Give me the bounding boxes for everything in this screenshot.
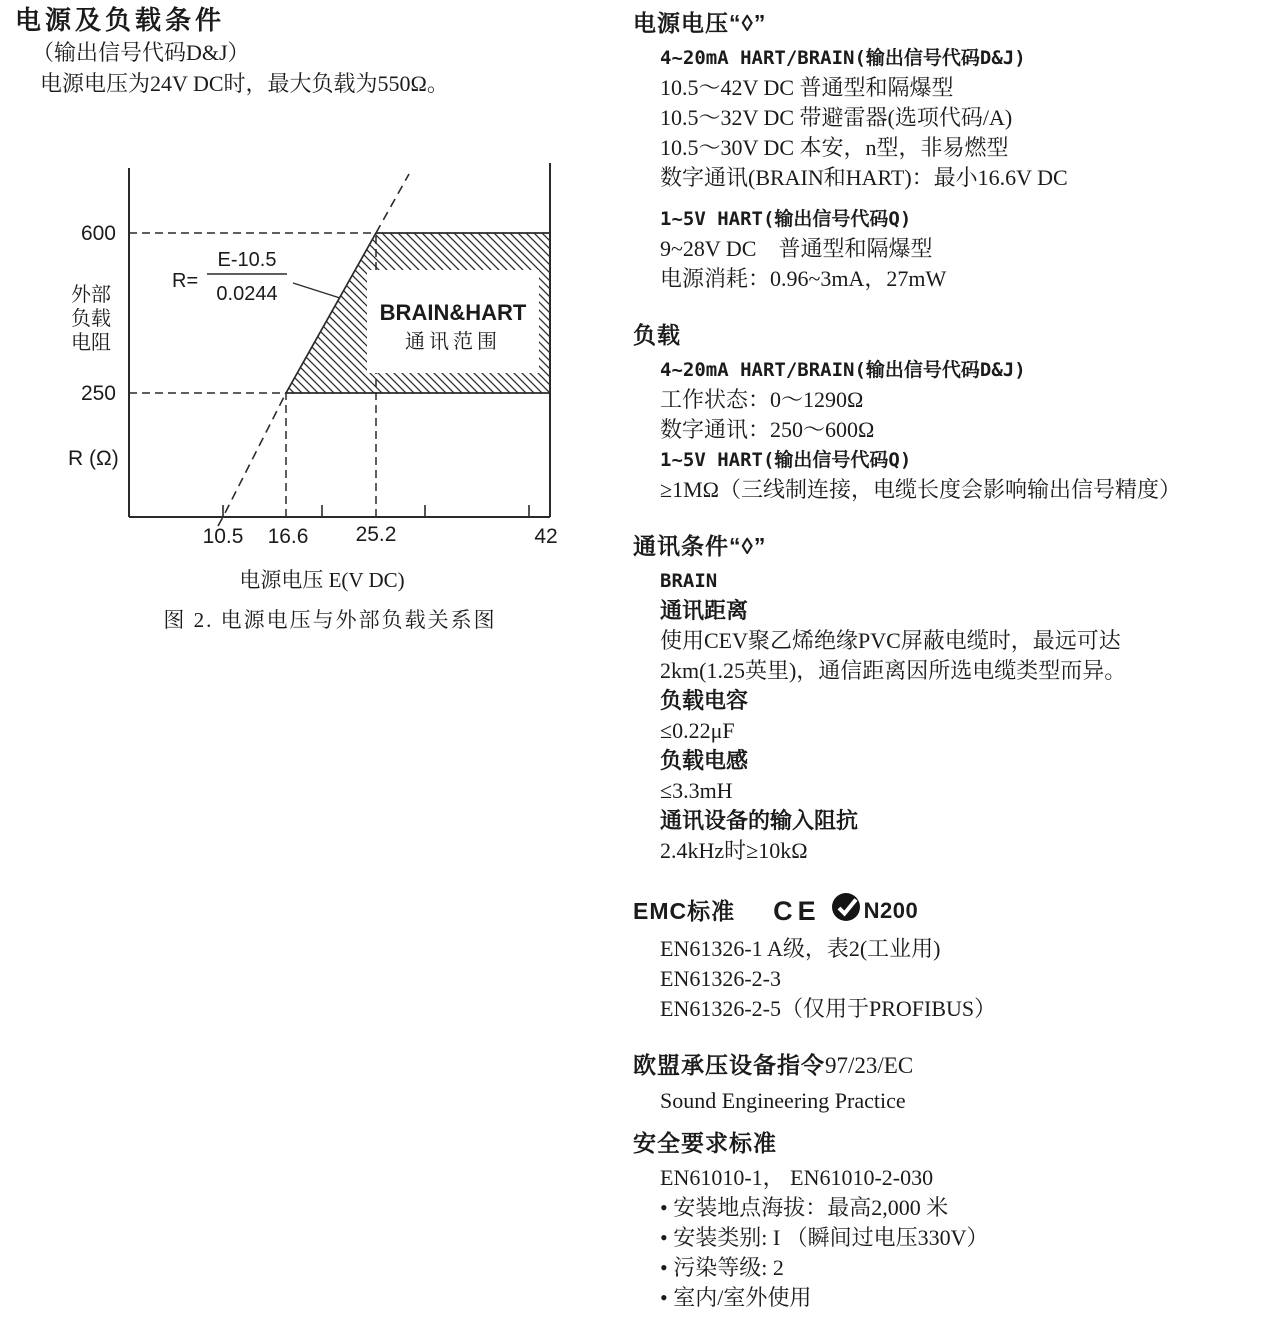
ylabel-1: 外部 — [71, 284, 111, 306]
spec-line: 2.4kHz时≥10kΩ — [660, 838, 808, 863]
spec-bullet-line: • 安装类别: I （瞬间过电压330V） — [660, 1225, 989, 1250]
formula-denominator: 0.0244 — [216, 283, 278, 305]
region-label-line2: 通讯范围 — [405, 331, 501, 353]
spec-line: EN61326-1 A级，表2(工业用) — [660, 936, 941, 961]
spec-line: 数字通讯(BRAIN和HART)：最小16.6V DC — [660, 165, 1068, 190]
ped-title-cn: 欧盟承压设备指令 — [633, 1052, 825, 1078]
section-title-ped — [633, 1050, 1261, 1081]
spec-line: 通讯设备的输入阻抗 — [660, 808, 859, 833]
spec-bullet-line: • 安装地点海拔：最高2,000 米 — [660, 1195, 949, 1220]
xtick-25-2: 25.2 — [355, 523, 397, 546]
spec-line: 4~20mA HART/BRAIN(输出信号代码D&J) — [660, 359, 1026, 381]
figure-caption: 图 2. 电源电压与外部负载关系图 — [163, 608, 497, 632]
spec-line: ≥1MΩ（三线制连接，电缆长度会影响输出信号精度） — [660, 477, 1181, 502]
spec-bullet-line: • 室内/室外使用 — [660, 1285, 812, 1310]
boundary-line-dashed-low — [218, 393, 286, 526]
spec-line: 负载电容 — [660, 688, 749, 713]
section-ped — [660, 1086, 1261, 1116]
right-column — [633, 8, 1261, 1313]
c-tick-icon — [831, 892, 861, 929]
x-axis-title: 电源电压 E(V DC) — [239, 568, 405, 592]
xtick-10-5: 10.5 — [202, 525, 244, 548]
xtick-16-6: 16.6 — [267, 525, 309, 548]
page-title: 电源及负载条件 — [15, 5, 226, 35]
spec-line: 4~20mA HART/BRAIN(输出信号代码D&J) — [660, 47, 1026, 69]
section-title-safety: 安全要求标准 — [633, 1130, 777, 1156]
spec-line: BRAIN — [660, 570, 718, 592]
left-subtitle: （输出信号代码D&J） — [32, 40, 250, 65]
ped-title-code: 97/23/EC — [825, 1053, 914, 1078]
figure-2 — [60, 135, 590, 660]
section-title-supply-voltage: 电源电压“◊” — [633, 10, 767, 36]
xtick-42: 42 — [534, 525, 558, 548]
spec-line: 负载电感 — [660, 748, 749, 773]
spec-line: ≤0.22μF — [660, 718, 735, 743]
spec-bullet-line: • 污染等级: 2 — [660, 1255, 784, 1280]
section-supply-voltage — [660, 43, 1261, 294]
spec-line: Sound Engineering Practice — [660, 1088, 906, 1113]
spec-line: 使用CEV聚乙烯绝缘PVC屏蔽电缆时，最远可达 — [660, 628, 1121, 653]
section-title-emc — [633, 892, 1261, 929]
section-title-load: 负载 — [633, 322, 681, 348]
load-vs-voltage-chart — [60, 135, 590, 660]
spec-line: 1~5V HART(输出信号代码Q) — [660, 449, 912, 471]
left-column — [15, 5, 605, 99]
spec-line: 10.5～30V DC 本安，n型，非易燃型 — [660, 135, 1009, 160]
section-load — [660, 355, 1261, 505]
spec-line: 工作状态：0～1290Ω — [660, 387, 864, 412]
spec-line: 1~5V HART(输出信号代码Q) — [660, 208, 912, 230]
section-emc — [660, 934, 1261, 1024]
ylabel-3: 电阻 — [71, 332, 111, 354]
formula-numerator: E-10.5 — [217, 249, 277, 271]
ce-mark-icon: CE — [773, 895, 821, 926]
spec-line: ≤3.3mH — [660, 778, 733, 803]
boundary-line-dashed-high — [376, 174, 409, 233]
region-label-line1: BRAIN&HART — [379, 300, 527, 325]
section-safety — [660, 1163, 1261, 1313]
formula-pointer-line — [293, 283, 340, 298]
spec-line: EN61326-2-3 — [660, 966, 781, 991]
rcm-n200-label: N200 — [863, 897, 919, 923]
section-title-communication: 通讯条件“◊” — [633, 533, 767, 559]
spec-line: 10.5～42V DC 普通型和隔爆型 — [660, 75, 954, 100]
ytick-600: 600 — [80, 222, 116, 245]
spec-line: 数字通讯：250～600Ω — [660, 417, 875, 442]
ylabel-2: 负载 — [71, 308, 111, 330]
emc-title-text: EMC标准 — [633, 897, 736, 924]
spec-line: 9~28V DC 普通型和隔爆型 — [660, 236, 933, 261]
section-communication — [660, 566, 1261, 866]
ytick-250: 250 — [80, 382, 116, 405]
spec-line: 10.5～32V DC 带避雷器(选项代码/A) — [660, 105, 1013, 130]
spec-line: EN61326-2-5（仅用于PROFIBUS） — [660, 996, 997, 1021]
spec-line: 2km(1.25英里)，通信距离因所选电缆类型而异。 — [660, 658, 1127, 683]
ylabel-unit: R (Ω) — [68, 447, 119, 470]
formula-lhs: R= — [172, 270, 199, 292]
spec-line: 通讯距离 — [660, 598, 749, 623]
spec-line: 电源消耗：0.96~3mA，27mW — [660, 266, 947, 291]
spec-line: EN61010-1， EN61010-2-030 — [660, 1165, 934, 1190]
left-intro: 电源电压为24V DC时，最大负载为550Ω。 — [40, 71, 449, 96]
